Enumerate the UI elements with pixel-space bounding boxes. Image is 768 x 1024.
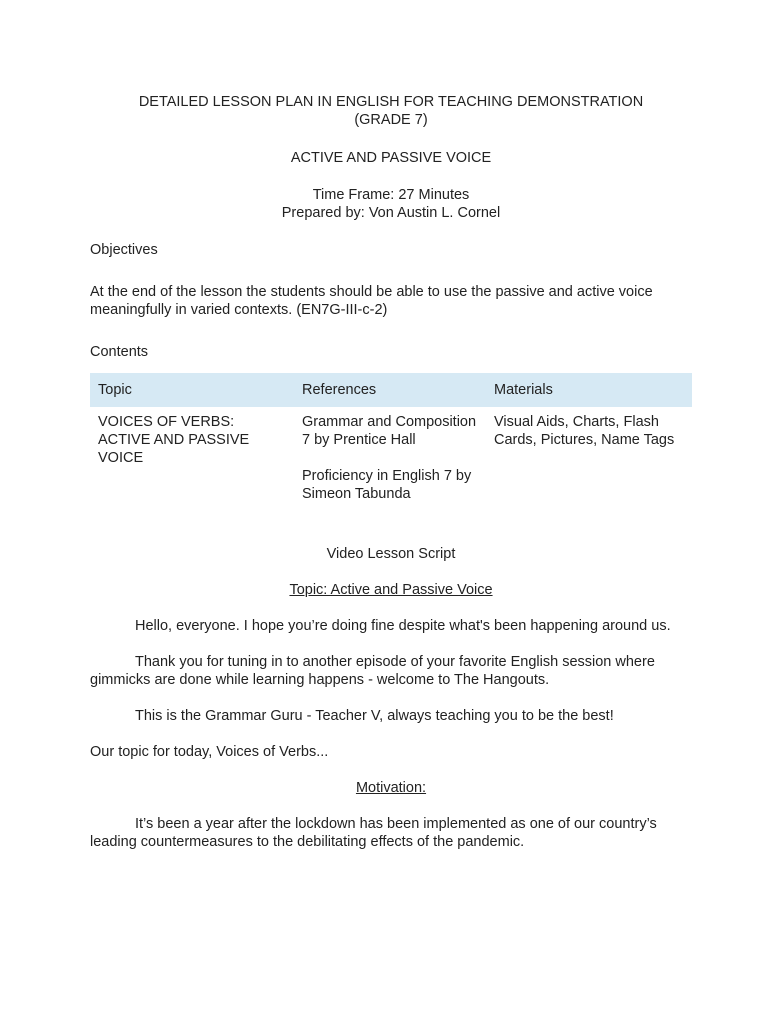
cell-references bbox=[294, 407, 486, 503]
document-page bbox=[90, 93, 692, 851]
table-header-row bbox=[90, 373, 692, 407]
title-line-2: (GRADE 7) bbox=[354, 112, 428, 128]
column-header-materials: Materials bbox=[486, 373, 692, 407]
topic-today: Our topic for today, Voices of Verbs... bbox=[90, 744, 329, 760]
contents-table bbox=[90, 373, 692, 503]
time-frame: Time Frame: 27 Minutes bbox=[312, 187, 470, 203]
script-topic-text: Topic: Active and Passive Voice bbox=[289, 582, 493, 598]
cell-materials: Visual Aids, Charts, Flash Cards, Pictures, Name Tags bbox=[494, 414, 675, 448]
lesson-meta bbox=[90, 186, 692, 222]
objectives-text: At the end of the lesson the students should be able to use the passive and active voice meaningfully in varied contexts. (EN7G-III-c-2) bbox=[90, 284, 653, 318]
reference-item: Grammar and Composition 7 by Prentice Hall bbox=[302, 414, 477, 448]
title-line-1: DETAILED LESSON PLAN IN ENGLISH FOR TEACHING DEMONSTRATION bbox=[138, 94, 644, 110]
reference-item: Proficiency in English 7 by Simeon Tabunda bbox=[302, 468, 472, 502]
script-paragraph: Thank you for tuning in to another episode of your favorite English session where gimmicks are done while learning happens - welcome to The Hangouts. bbox=[90, 654, 655, 688]
lesson-subject: ACTIVE AND PASSIVE VOICE bbox=[290, 150, 492, 166]
motivation-heading bbox=[90, 779, 692, 797]
document-title bbox=[90, 93, 692, 129]
column-header-topic: Topic bbox=[90, 373, 294, 407]
script-paragraph: Hello, everyone. I hope you’re doing fine despite what's been happening around us. bbox=[135, 618, 671, 634]
script-paragraph: This is the Grammar Guru - Teacher V, always teaching you to be the best! bbox=[135, 708, 614, 724]
prepared-by: Prepared by: Von Austin L. Cornel bbox=[281, 205, 501, 221]
column-header-references: References bbox=[294, 373, 486, 407]
objectives-heading: Objectives bbox=[90, 242, 158, 258]
script-title: Video Lesson Script bbox=[326, 546, 456, 562]
motivation-heading-text: Motivation: bbox=[355, 780, 427, 796]
motivation-paragraph: It’s been a year after the lockdown has been implemented as one of our country’s leading countermeasures to the debilitating effects of the pandemic. bbox=[90, 816, 657, 850]
contents-heading: Contents bbox=[90, 344, 149, 360]
table-row bbox=[90, 407, 692, 503]
cell-topic: VOICES OF VERBS: ACTIVE AND PASSIVE VOICE bbox=[98, 414, 250, 466]
script-topic bbox=[90, 581, 692, 599]
